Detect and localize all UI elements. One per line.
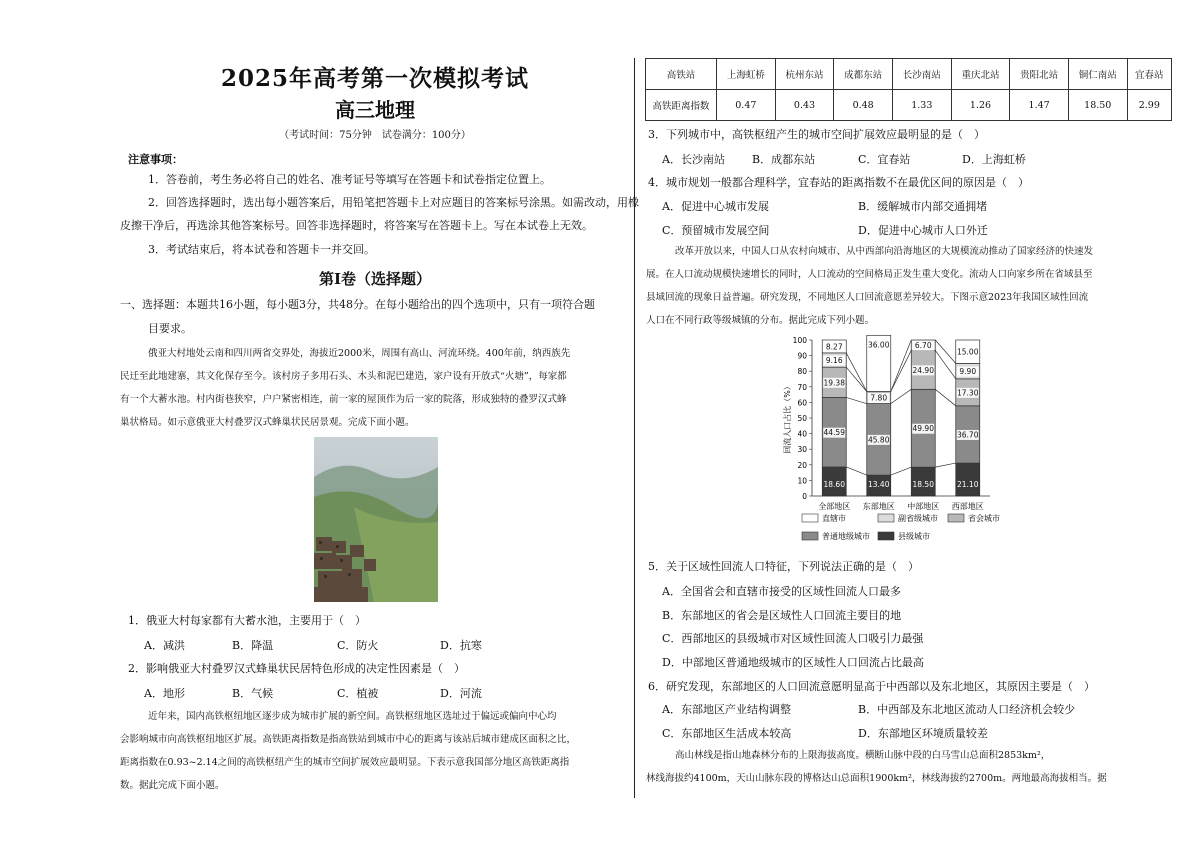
exam-time-info: （考试时间：75分钟 试卷满分：100分） bbox=[279, 130, 471, 141]
passage-line: 民迁至此地建寨，其文化保存至今。该村房子多用石头、木头和泥巴建造，家户设有开放式“火塘”，每家都 bbox=[120, 371, 567, 382]
q6-option-b[interactable]: B．中西部及东北地区流动人口经济机会较少 bbox=[858, 703, 1076, 716]
table-row bbox=[646, 90, 1172, 121]
notice-item: 2．回答选择题时，选出每小题答案后，用铅笔把答题卡上对应题目的答案标号涂黑。如需改动，用橡 bbox=[148, 196, 639, 209]
x-tick-label: 全部地区 bbox=[818, 502, 851, 511]
q2-option-b[interactable]: B．气候 bbox=[232, 687, 274, 700]
table-cell: 铜仁南站 bbox=[1068, 59, 1127, 90]
y-tick-label: 10 bbox=[797, 476, 807, 486]
y-tick-label: 60 bbox=[797, 398, 807, 408]
village-photo bbox=[314, 437, 438, 602]
q3-option-b[interactable]: B．成都东站 bbox=[752, 153, 816, 166]
q2-option-c[interactable]: C．植被 bbox=[337, 687, 379, 700]
data-label: 15.00 bbox=[957, 347, 979, 357]
q6-option-a[interactable]: A．东部地区产业结构调整 bbox=[662, 703, 791, 716]
table-cell: 1.47 bbox=[1010, 90, 1069, 121]
exam-subtitle: 高三地理 bbox=[335, 98, 415, 122]
question-6-stem: 6．研究发现，东部地区的人口回流意愿明显高于中西部以及东北地区，其原因主要是（ ） bbox=[648, 680, 1095, 693]
data-label: 18.50 bbox=[912, 480, 934, 489]
connector-line bbox=[935, 340, 956, 363]
passage-line: 人口在不同行政等级城镇的分布。据此完成下列小题。 bbox=[646, 315, 875, 326]
q3-option-c[interactable]: C．宜春站 bbox=[858, 153, 911, 166]
passage-line: 改革开放以来，中国人口从农村向城市、从中西部向沿海地区的大规模流动推动了国家经济的快速发 bbox=[675, 246, 1094, 257]
notice-item: 皮擦干净后，再选涂其他答案标号。回答非选择题时，将答案写在答题卡上。写在本试卷上无效。 bbox=[120, 219, 593, 232]
passage-line: 有一个大蓄水池。村内街巷狭窄，户户紧密相连，前一家的屋顶作为后一家的院落，形成独特的叠罗汉式蜂 bbox=[120, 394, 567, 405]
y-tick-label: 0 bbox=[802, 492, 807, 501]
data-label: 13.40 bbox=[868, 480, 890, 489]
data-label: 36.70 bbox=[957, 430, 979, 440]
table-cell: 宜春站 bbox=[1127, 59, 1171, 90]
question-3-stem: 3．下列城市中，高铁枢纽产生的城市空间扩展效应最明显的是（ ） bbox=[648, 128, 985, 141]
y-tick-label: 100 bbox=[792, 336, 807, 345]
q5-option-d[interactable]: D．中部地区普通地级城市的区域性人口回流占比最高 bbox=[662, 656, 924, 669]
passage-line: 近年来，国内高铁枢纽地区逐步成为城市扩展的新空间。高铁枢纽地区选址过于偏远或偏向中心均 bbox=[148, 711, 557, 722]
data-label: 7.80 bbox=[870, 393, 888, 403]
connector-line bbox=[891, 350, 912, 391]
data-label: 17.30 bbox=[957, 388, 979, 398]
data-label: 9.90 bbox=[959, 367, 977, 377]
column-divider bbox=[634, 58, 635, 798]
legend-label: 普通地级城市 bbox=[822, 532, 870, 541]
table-cell: 1.26 bbox=[951, 90, 1010, 121]
exam-title: 2025年高考第一次模拟考试 bbox=[220, 65, 529, 92]
y-tick-label: 70 bbox=[797, 382, 807, 392]
q1-option-c[interactable]: C．防火 bbox=[337, 639, 379, 652]
q5-option-c[interactable]: C．西部地区的县级城市对区域性回流人口吸引力最强 bbox=[662, 632, 924, 645]
table-cell: 长沙南站 bbox=[892, 59, 951, 90]
section-title: 第Ⅰ卷（选择题） bbox=[318, 270, 432, 288]
return-population-chart bbox=[780, 330, 1020, 555]
data-label: 45.80 bbox=[868, 435, 890, 445]
data-label: 6.70 bbox=[914, 341, 932, 351]
notice-heading: 注意事项： bbox=[128, 153, 183, 166]
y-tick-label: 80 bbox=[797, 367, 807, 377]
table-cell: 0.47 bbox=[717, 90, 776, 121]
table-cell: 贵阳北站 bbox=[1010, 59, 1069, 90]
connector-line bbox=[935, 389, 956, 406]
legend-label: 省会城市 bbox=[968, 514, 1000, 523]
legend-swatch bbox=[802, 514, 818, 522]
table-cell: 重庆北站 bbox=[951, 59, 1010, 90]
q2-option-d[interactable]: D．河流 bbox=[440, 687, 482, 700]
data-label: 9.16 bbox=[825, 356, 843, 366]
passage-line: 会影响城市向高铁枢纽地区扩展。高铁距离指数是指高铁站到城市中心的距离与该站后城市建成区面积之比， bbox=[120, 734, 577, 745]
q3-option-a[interactable]: A．长沙南站 bbox=[662, 153, 725, 166]
question-4-stem: 4．城市规划一般都合理科学，宜春站的距离指数不在最优区间的原因是（ ） bbox=[648, 176, 1029, 189]
passage-line: 县域回流的现象日益普遍。研究发现，不同地区人口回流意愿差异较大。下图示意2023年我国区域性回流 bbox=[646, 292, 1089, 303]
connector-line bbox=[846, 397, 867, 403]
passage-line: 展。在人口流动规模快速增长的同时，人口流动的空间格局正发生重大变化。流动人口向家乡所在省域县至 bbox=[646, 269, 1093, 280]
q1-option-a[interactable]: A．减洪 bbox=[144, 639, 185, 652]
q2-option-a[interactable]: A．地形 bbox=[144, 687, 185, 700]
q5-option-b[interactable]: B．东部地区的省会是区域性人口回流主要目的地 bbox=[662, 609, 902, 622]
village-photo-illustration bbox=[314, 437, 438, 602]
passage-line: 俄亚大村地处云南和四川两省交界处，海拔近2000米，周围有高山、河流环绕。400年前，纳西族先 bbox=[148, 348, 571, 359]
y-tick-label: 90 bbox=[797, 351, 807, 361]
table-cell: 18.50 bbox=[1068, 90, 1127, 121]
q6-option-d[interactable]: D．东部地区环境质量较差 bbox=[858, 727, 988, 740]
table-row bbox=[646, 59, 1172, 90]
q1-option-b[interactable]: B．降温 bbox=[232, 639, 274, 652]
legend-swatch bbox=[802, 532, 818, 540]
data-label: 8.27 bbox=[825, 342, 843, 352]
q3-option-d[interactable]: D．上海虹桥 bbox=[962, 153, 1026, 166]
section-intro: 一、选择题：本题共16小题，每小题3分，共48分。在每小题给出的四个选项中，只有一项符合题 bbox=[120, 298, 595, 311]
table-cell: 0.48 bbox=[834, 90, 893, 121]
connector-line bbox=[891, 389, 912, 403]
table-cell: 0.43 bbox=[775, 90, 834, 121]
table-cell: 成都东站 bbox=[834, 59, 893, 90]
q6-option-c[interactable]: C．东部地区生活成本较高 bbox=[662, 727, 792, 740]
table-header-cell: 高铁站 bbox=[646, 59, 717, 90]
question-1-stem: 1．俄亚大村每家都有大蓄水池，主要用于（ ） bbox=[128, 614, 366, 627]
q4-option-b[interactable]: B．缓解城市内部交通拥堵 bbox=[858, 200, 988, 213]
connector-line bbox=[891, 467, 912, 475]
data-label: 19.38 bbox=[823, 378, 845, 388]
section-intro: 目要求。 bbox=[148, 322, 192, 335]
legend-label: 县级城市 bbox=[898, 532, 930, 541]
passage-line: 林线海拔约4100m，天山山脉东段的博格达山总面积1900km²，林线海拔约2700m。两地最高海拔相当。据 bbox=[646, 773, 1107, 784]
table-cell: 上海虹桥 bbox=[717, 59, 776, 90]
y-axis-label: 回流人口占比（%） bbox=[783, 382, 792, 454]
data-label: 18.60 bbox=[823, 480, 845, 489]
data-label: 21.10 bbox=[957, 480, 979, 489]
table-header-cell: 高铁距离指数 bbox=[646, 90, 717, 121]
data-label: 44.59 bbox=[823, 428, 845, 438]
q5-option-a[interactable]: A．全国省会和直辖市接受的区域性回流人口最多 bbox=[662, 585, 901, 598]
data-label: 36.00 bbox=[868, 340, 890, 350]
question-5-stem: 5．关于区域性回流人口特征，下列说法正确的是（ ） bbox=[648, 560, 919, 573]
connector-line bbox=[846, 353, 867, 392]
x-tick-label: 东部地区 bbox=[862, 502, 895, 511]
passage-line: 高山林线是指山地森林分布的上限海拔高度。横断山脉中段的白马雪山总面积2853km²， bbox=[675, 750, 1051, 761]
rail-distance-table bbox=[645, 58, 1172, 121]
data-label: 49.90 bbox=[912, 424, 934, 434]
legend-label: 副省级城市 bbox=[898, 514, 938, 523]
legend-swatch bbox=[878, 514, 894, 522]
notice-item: 3．考试结束后，将本试卷和答题卡一并交回。 bbox=[148, 243, 375, 256]
legend-label: 直辖市 bbox=[822, 514, 846, 523]
notice-item: 1．答卷前，考生务必将自己的姓名、准考证号等填写在答题卡和试卷指定位置上。 bbox=[148, 173, 551, 186]
x-tick-label: 中部地区 bbox=[907, 502, 940, 511]
q4-option-c[interactable]: C．预留城市发展空间 bbox=[662, 224, 770, 237]
connector-line bbox=[891, 340, 912, 391]
table-cell: 1.33 bbox=[892, 90, 951, 121]
data-label: 24.90 bbox=[912, 365, 934, 375]
passage-line: 数。据此完成下面小题。 bbox=[120, 780, 225, 791]
question-2-stem: 2．影响俄亚大村叠罗汉式蜂巢状民居特色形成的决定性因素是（ ） bbox=[128, 662, 465, 675]
connector-line bbox=[846, 467, 867, 475]
q1-option-d[interactable]: D．抗寒 bbox=[440, 639, 482, 652]
passage-line: 巢状格局。如示意俄亚大村叠罗汉式蜂巢状民居景观。完成下面小题。 bbox=[120, 417, 415, 428]
connector-line bbox=[935, 350, 956, 378]
y-tick-label: 40 bbox=[797, 429, 807, 439]
connector-line bbox=[846, 367, 867, 391]
q4-option-d[interactable]: D．促进中心城市人口外迁 bbox=[858, 224, 988, 237]
q4-option-a[interactable]: A．促进中心城市发展 bbox=[662, 200, 769, 213]
y-tick-label: 50 bbox=[797, 414, 807, 423]
y-tick-label: 30 bbox=[797, 445, 807, 455]
x-tick-label: 西部地区 bbox=[951, 502, 984, 511]
legend-swatch bbox=[878, 532, 894, 540]
connector-line bbox=[935, 463, 956, 467]
legend-swatch bbox=[948, 514, 964, 522]
y-tick-label: 20 bbox=[797, 460, 807, 470]
table-cell: 2.99 bbox=[1127, 90, 1171, 121]
table-cell: 杭州东站 bbox=[775, 59, 834, 90]
passage-line: 距离指数在0.93~2.14之间的高铁枢纽产生的城市空间扩展效应最明显。下表示意我国部分地区高铁距离指 bbox=[120, 757, 570, 768]
